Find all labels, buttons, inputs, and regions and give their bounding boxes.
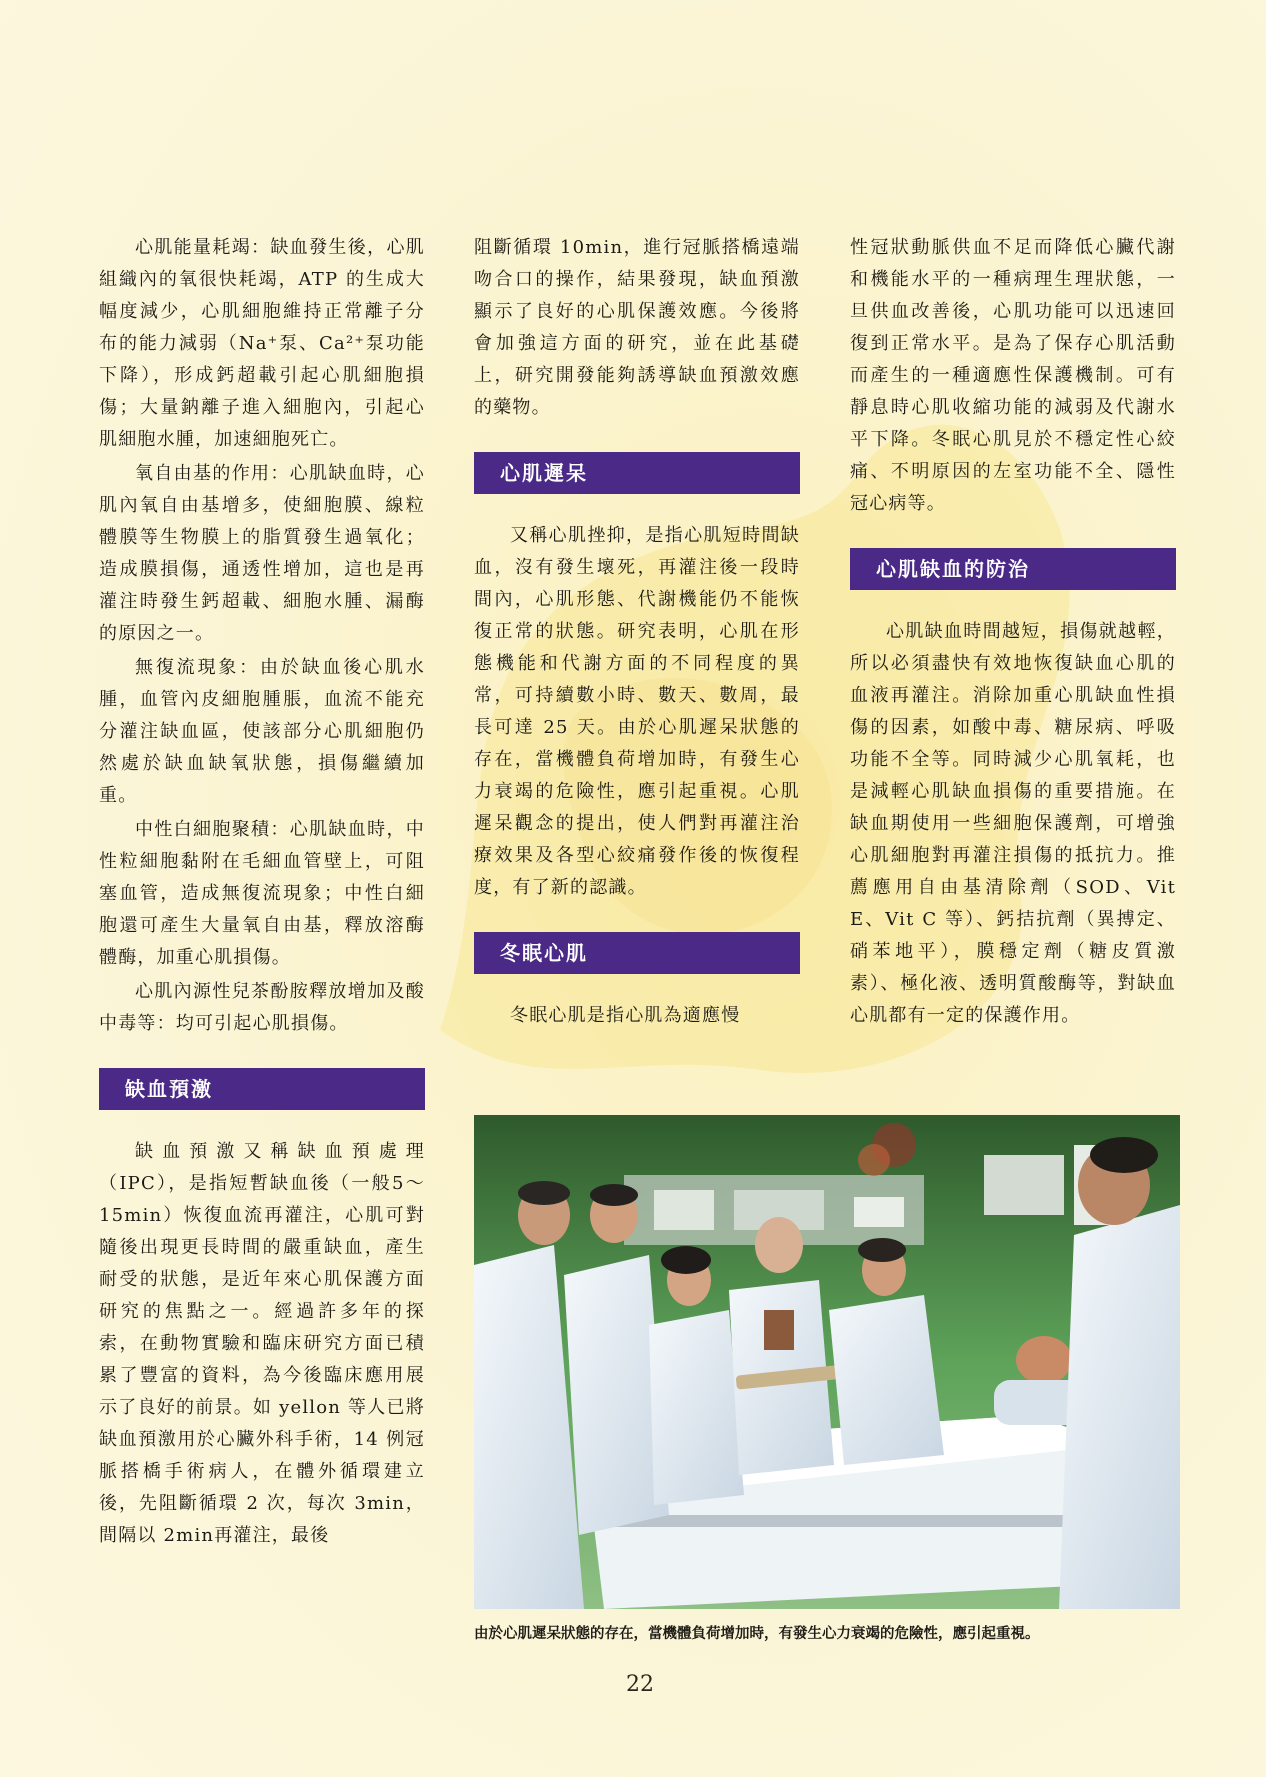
column-1 [99, 232, 425, 1554]
column-2 [474, 232, 800, 1034]
paragraph-hibernating-myocardium: 冬眠心肌是指心肌為適應慢 [510, 1005, 741, 1026]
paragraph-ischemic-preconditioning: 缺血預激又稱缺血預處理（IPC），是指短暫缺血後（一般5～15min）恢復血流再灌注，心肌可對隨後出現更長時間的嚴重缺血，產生耐受的狀態，是近年來心肌保護方面研究的焦點之一。經過許多年的探索，在動物實驗和臨床研究方面已積累了豐富的資料，為今後臨床應用展示了良好的前景。如 yellon 等人已將缺血預激用於心臟外科手術，14 例冠脈搭橋手術病人，在體外循環建立後，先阻斷循環 2 次，每次 3min，間隔以 2min再灌注，最後 [99, 1141, 425, 1546]
page-number: 22 [626, 1672, 654, 1697]
paragraph-oxygen-free-radicals: 氧自由基的作用：心肌缺血時，心肌內氧自由基增多，使細胞膜、線粒體膜等生物膜上的脂質發生過氧化；造成膜損傷，通透性增加，這也是再灌注時發生鈣超載、細胞水腫、漏酶的原因之一。 [99, 463, 425, 644]
paragraph-preconditioning-continued: 阻斷循環 10min，進行冠脈搭橋遠端吻合口的操作，結果發現，缺血預激顯示了良好的心肌保護效應。今後將會加強這方面的研究，並在此基礎上，研究開發能夠誘導缺血預激效應的藥物。 [474, 237, 800, 418]
paragraph-catecholamine: 心肌內源性兒茶酚胺釋放增加及酸中毒等：均可引起心肌損傷。 [99, 981, 425, 1034]
paragraph-neutrophil-accumulation: 中性白細胞聚積：心肌缺血時，中性粒細胞黏附在毛細血管壁上，可阻塞血管，造成無復流現象；中性白細胞還可產生大量氧自由基，釋放溶酶體酶，加重心肌損傷。 [99, 819, 425, 968]
paragraph-energy-depletion: 心肌能量耗竭：缺血發生後，心肌組織內的氧很快耗竭，ATP 的生成大幅度減少，心肌細胞維持正常離子分布的能力減弱（Na⁺泵、Ca²⁺泵功能下降），形成鈣超載引起心肌細胞損傷；大量鈉離子進入細胞內，引起心肌細胞水腫，加速細胞死亡。 [99, 237, 425, 450]
hospital-ward-illustration [474, 1115, 1180, 1609]
section-heading-hibernating-myocardium: 冬眠心肌 [474, 932, 800, 974]
paragraph-no-reflow: 無復流現象：由於缺血後心肌水腫，血管內皮細胞腫脹，血流不能充分灌注缺血區，使該部分心肌細胞仍然處於缺血缺氧狀態，損傷繼續加重。 [99, 657, 425, 806]
paragraph-prevention-treatment: 心肌缺血時間越短，損傷就越輕，所以必須盡快有效地恢復缺血心肌的血液再灌注。消除加重心肌缺血性損傷的因素，如酸中毒、糖尿病、呼吸功能不全等。同時減少心肌氧耗，也是減輕心肌缺血損傷的重要措施。在缺血期使用一些細胞保護劑，可增強心肌細胞對再灌注損傷的抵抗力。推薦應用自由基清除劑（SOD、Vit E、Vit C 等）、鈣拮抗劑（異搏定、硝苯地平），膜穩定劑（糖皮質激素）、極化液、透明質酸酶等，對缺血心肌都有一定的保護作用。 [850, 621, 1176, 1026]
section-heading-myocardial-stunning: 心肌遲呆 [474, 452, 800, 494]
section-heading-prevention-treatment: 心肌缺血的防治 [850, 548, 1176, 590]
section-heading-ischemic-preconditioning: 缺血預激 [99, 1068, 425, 1110]
paragraph-myocardial-stunning: 又稱心肌挫抑，是指心肌短時間缺血，沒有發生壞死，再灌注後一段時間內，心肌形態、代謝機能仍不能恢復正常的狀態。研究表明，心肌在形態機能和代謝方面的不同程度的異常，可持續數小時、數天、數周，最長可達 25 天。由於心肌遲呆狀態的存在，當機體負荷增加時，有發生心力衰竭的危險性，應引起重視。心肌遲呆觀念的提出，使人們對再灌注治療效果及各型心絞痛發作後的恢復程度，有了新的認識。 [474, 525, 800, 898]
hospital-ward-photo [474, 1115, 1180, 1609]
photo-caption: 由於心肌遲呆狀態的存在，當機體負荷增加時，有發生心力衰竭的危險性，應引起重視。 [474, 1626, 1040, 1642]
column-3 [850, 232, 1176, 1034]
paragraph-hibernating-continued: 性冠狀動脈供血不足而降低心臟代謝和機能水平的一種病理生理狀態，一旦供血改善後，心肌功能可以迅速回復到正常水平。是為了保存心肌活動而產生的一種適應性保護機制。可有靜息時心肌收縮功能的減弱及代謝水平下降。冬眠心肌見於不穩定性心絞痛、不明原因的左室功能不全、隱性冠心病等。 [850, 237, 1176, 514]
